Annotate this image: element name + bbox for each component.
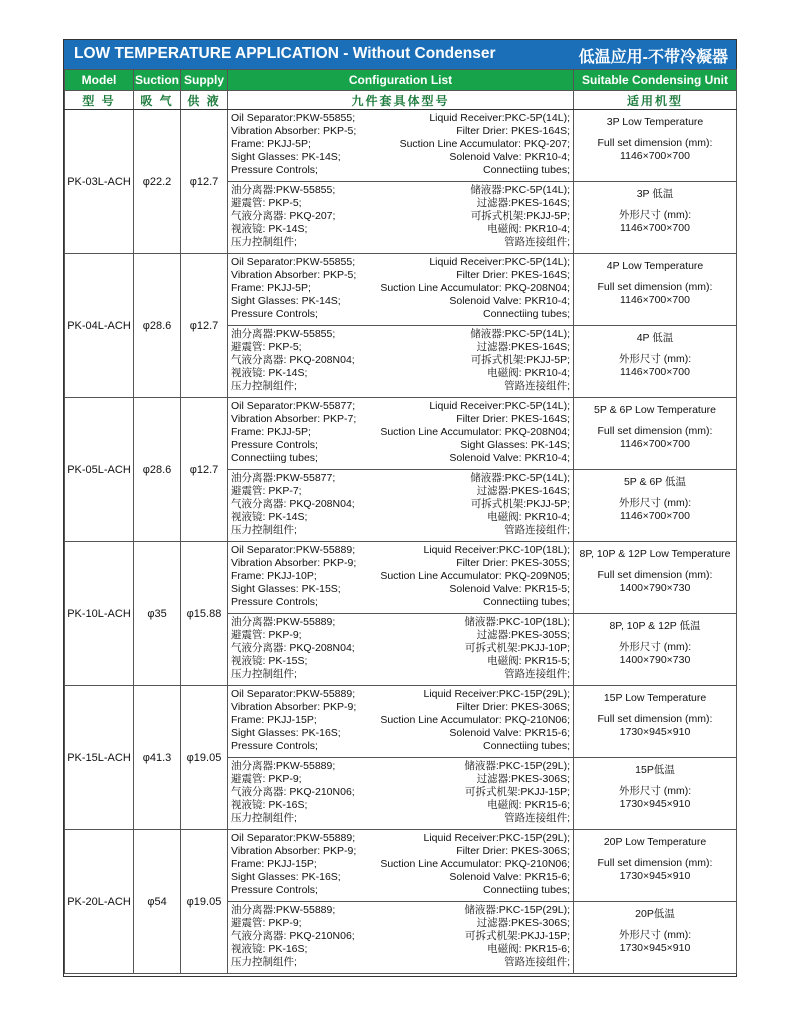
config-cell (228, 686, 574, 758)
config-item: Vibration Absorber: PKP-9; (231, 845, 357, 857)
config-cell (228, 326, 574, 398)
config-item: 过滤器:PKES-164S; (476, 341, 570, 353)
config-item: Connectiing tubes; (231, 452, 318, 464)
suction-cell: φ54 (134, 830, 181, 974)
config-item: 电磁阀: PKR10-4; (487, 511, 570, 523)
config-item: 油分离器:PKW-55889; (231, 904, 336, 916)
config-wrap (228, 758, 573, 829)
config-item: 储液器:PKC-15P(29L); (464, 904, 570, 916)
config-item: 过滤器:PKES-306S; (476, 917, 570, 929)
config-right (464, 614, 573, 685)
config-right (464, 758, 573, 829)
supply-cell: φ12.7 (181, 254, 228, 398)
config-item: 压力控制组件; (231, 812, 297, 824)
unit-title: 15P低温 (635, 764, 675, 776)
config-wrap (228, 542, 573, 613)
config-item: Suction Line Accumulator: PKQ-209N05; (380, 570, 570, 582)
config-item: 压力控制组件; (231, 380, 297, 392)
config-left (228, 830, 356, 901)
config-item: Pressure Controls; (231, 740, 318, 752)
dimension-value: 1146×700×700 (620, 366, 690, 378)
config-right (380, 254, 573, 325)
config-right (380, 830, 573, 901)
dimension-label: 外形尺寸 (mm): (618, 785, 692, 797)
config-item: 可拆式机架:PKJJ-15P; (464, 930, 570, 942)
config-item: 避震管: PKP-5; (231, 341, 302, 353)
config-right (470, 470, 573, 541)
dimension-value: 1146×700×700 (620, 222, 690, 234)
config-item: 可拆式机架:PKJJ-15P; (464, 786, 570, 798)
config-left (228, 398, 356, 469)
config-item: 电磁阀: PKR15-6; (487, 943, 570, 955)
config-item: 油分离器:PKW-55855; (231, 184, 336, 196)
config-wrap (228, 254, 573, 325)
config-item: 视液镜: PK-14S; (231, 511, 308, 523)
config-item: Pressure Controls; (231, 439, 318, 451)
model-cell: PK-20L-ACH (65, 830, 134, 974)
config-item: 管路连接组件; (504, 236, 570, 248)
dimension-value: 1146×700×700 (620, 510, 690, 522)
config-item: Pressure Controls; (231, 308, 318, 320)
model-cell: PK-03L-ACH (65, 110, 134, 254)
unit-cell (574, 686, 737, 758)
unit-cell (574, 542, 737, 614)
config-left (228, 470, 355, 541)
header-config-cn: 九件套具体型号 (228, 91, 574, 110)
config-item: Sight Glasses: PK-14S; (231, 151, 341, 163)
unit-cell (574, 614, 737, 686)
config-item: Liquid Receiver:PKC-15P(29L); (423, 688, 570, 700)
config-item: Filter Drier: PKES-164S; (456, 413, 570, 425)
config-item: Sight Glasses: PK-15S; (231, 583, 341, 595)
header-model: Model (65, 70, 134, 91)
model-cell: PK-10L-ACH (65, 542, 134, 686)
config-wrap (228, 326, 573, 397)
table-row (65, 686, 737, 758)
config-item: 避震管: PKP-9; (231, 629, 302, 641)
config-item: Oil Separator:PKW-55855; (231, 112, 356, 124)
config-item: 气液分离器: PKQ-210N06; (231, 930, 355, 942)
config-item: Frame: PKJJ-15P; (231, 714, 317, 726)
unit-title: 20P Low Temperature (603, 836, 707, 848)
config-item: 压力控制组件; (231, 956, 297, 968)
config-wrap (228, 902, 573, 973)
supply-cell: φ12.7 (181, 110, 228, 254)
header-suction-cn: 吸 气 (134, 91, 181, 110)
config-left (228, 686, 356, 757)
config-item: 压力控制组件; (231, 524, 297, 536)
config-wrap (228, 110, 573, 181)
dimension-label: Full set dimension (mm): (597, 137, 713, 149)
config-item: Sight Glasses: PK-14S; (460, 439, 570, 451)
title-bar (64, 40, 736, 69)
dimension-label: Full set dimension (mm): (597, 425, 713, 437)
suction-cell: φ41.3 (134, 686, 181, 830)
config-wrap (228, 470, 573, 541)
config-item: Filter Drier: PKES-305S; (456, 557, 570, 569)
table-row (65, 830, 737, 902)
unit-title: 4P 低温 (636, 332, 674, 344)
config-item: 气液分离器: PKQ-207; (231, 210, 336, 222)
config-cell (228, 542, 574, 614)
config-item: 管路连接组件; (504, 812, 570, 824)
table-row (65, 254, 737, 326)
unit-title: 8P, 10P & 12P Low Temperature (579, 548, 731, 560)
config-wrap (228, 398, 573, 469)
header-config: Configuration List (228, 70, 574, 91)
config-right (400, 110, 573, 181)
suction-cell: φ28.6 (134, 254, 181, 398)
config-item: Connectiing tubes; (483, 740, 570, 752)
header-supply: Supply (181, 70, 228, 91)
config-item: 油分离器:PKW-55877; (231, 472, 336, 484)
title-chinese: 低温应用-不带冷凝器 (578, 49, 728, 66)
config-item: Solenoid Valve: PKR10-4; (449, 295, 570, 307)
unit-cell (574, 110, 737, 182)
config-right (380, 686, 573, 757)
config-item: 管路连接组件; (504, 668, 570, 680)
dimension-value: 1730×945×910 (619, 942, 691, 954)
header-unit-cn: 适用机型 (574, 91, 737, 110)
config-item: 储液器:PKC-15P(29L); (464, 760, 570, 772)
config-wrap (228, 182, 573, 253)
config-left (228, 542, 356, 613)
config-cell (228, 614, 574, 686)
config-cell (228, 110, 574, 182)
config-item: 视液镜: PK-14S; (231, 367, 308, 379)
dimension-label: Full set dimension (mm): (597, 857, 713, 869)
unit-cell (574, 830, 737, 902)
dimension-value: 1146×700×700 (620, 150, 690, 162)
dimension-label: Full set dimension (mm): (597, 713, 713, 725)
config-item: Connectiing tubes; (483, 596, 570, 608)
table-row (65, 542, 737, 614)
config-item: Frame: PKJJ-15P; (231, 858, 317, 870)
dimension-label: 外形尺寸 (mm): (618, 353, 692, 365)
config-wrap (228, 830, 573, 901)
config-item: 可拆式机架:PKJJ-5P; (470, 498, 570, 510)
config-right (464, 902, 573, 973)
config-item: 储液器:PKC-5P(14L); (470, 184, 570, 196)
config-item: Sight Glasses: PK-14S; (231, 295, 341, 307)
config-item: 储液器:PKC-10P(18L); (464, 616, 570, 628)
supply-cell: φ19.05 (181, 686, 228, 830)
config-item: 储液器:PKC-5P(14L); (470, 328, 570, 340)
dimension-label: 外形尺寸 (mm): (618, 641, 692, 653)
config-item: 可拆式机架:PKJJ-5P; (470, 210, 570, 222)
unit-cell (574, 758, 737, 830)
config-item: 电磁阀: PKR15-6; (487, 799, 570, 811)
config-item: Suction Line Accumulator: PKQ-208N04; (380, 426, 570, 438)
unit-title: 3P Low Temperature (606, 116, 704, 128)
config-wrap (228, 686, 573, 757)
config-item: Solenoid Valve: PKR15-5; (449, 583, 570, 595)
config-cell (228, 470, 574, 542)
config-item: Pressure Controls; (231, 164, 318, 176)
config-item: 电磁阀: PKR15-5; (487, 655, 570, 667)
unit-title: 5P & 6P Low Temperature (594, 404, 716, 416)
config-item: Vibration Absorber: PKP-9; (231, 557, 357, 569)
config-left (228, 758, 355, 829)
header-unit: Suitable Condensing Unit (574, 70, 737, 91)
config-left (228, 902, 355, 973)
config-right (380, 398, 573, 469)
config-item: Liquid Receiver:PKC-15P(29L); (423, 832, 570, 844)
unit-cell (574, 902, 737, 974)
config-item: Oil Separator:PKW-55855; (231, 256, 356, 268)
config-item: 电磁阀: PKR10-4; (487, 367, 570, 379)
unit-title: 20P低温 (635, 908, 675, 920)
config-item: Suction Line Accumulator: PKQ-208N04; (380, 282, 570, 294)
config-item: Solenoid Valve: PKR15-6; (449, 727, 570, 739)
supply-cell: φ15.88 (181, 542, 228, 686)
table-row (65, 110, 737, 182)
config-item: Liquid Receiver:PKC-10P(18L); (423, 544, 570, 556)
config-item: 压力控制组件; (231, 668, 297, 680)
config-right (380, 542, 573, 613)
config-item: 避震管: PKP-9; (231, 773, 302, 785)
dimension-label: Full set dimension (mm): (597, 569, 713, 581)
config-right (470, 326, 573, 397)
config-cell (228, 902, 574, 974)
config-item: 气液分离器: PKQ-210N06; (231, 786, 355, 798)
config-item: Pressure Controls; (231, 596, 318, 608)
config-item: 避震管: PKP-9; (231, 917, 302, 929)
config-item: Liquid Receiver:PKC-5P(14L); (429, 400, 570, 412)
unit-title: 8P, 10P & 12P 低温 (609, 620, 701, 632)
unit-cell (574, 326, 737, 398)
unit-title: 5P & 6P 低温 (623, 476, 687, 488)
config-cell (228, 254, 574, 326)
config-item: 气液分离器: PKQ-208N04; (231, 642, 355, 654)
config-item: Vibration Absorber: PKP-5; (231, 269, 357, 281)
unit-cell (574, 254, 737, 326)
config-left (228, 614, 355, 685)
config-item: Oil Separator:PKW-55889; (231, 832, 356, 844)
header-supply-cn: 供 液 (181, 91, 228, 110)
config-item: 储液器:PKC-5P(14L); (470, 472, 570, 484)
config-item: 油分离器:PKW-55889; (231, 616, 336, 628)
dimension-label: 外形尺寸 (mm): (618, 497, 692, 509)
config-item: Oil Separator:PKW-55877; (231, 400, 356, 412)
suction-cell: φ22.2 (134, 110, 181, 254)
config-item: 可拆式机架:PKJJ-5P; (470, 354, 570, 366)
config-item: 过滤器:PKES-164S; (476, 485, 570, 497)
header-suction: Suction (134, 70, 181, 91)
dimension-value: 1400×790×730 (619, 582, 691, 594)
unit-cell (574, 398, 737, 470)
model-cell: PK-04L-ACH (65, 254, 134, 398)
config-item: Connectiing tubes; (483, 164, 570, 176)
config-item: Vibration Absorber: PKP-7; (231, 413, 357, 425)
config-item: Suction Line Accumulator: PKQ-210N06; (380, 714, 570, 726)
header-row-cn (65, 91, 737, 110)
config-item: 过滤器:PKES-306S; (476, 773, 570, 785)
config-item: Vibration Absorber: PKP-5; (231, 125, 357, 137)
config-item: Solenoid Valve: PKR15-6; (449, 871, 570, 883)
config-left (228, 110, 356, 181)
dimension-value: 1146×700×700 (620, 294, 690, 306)
config-item: 视液镜: PK-14S; (231, 223, 308, 235)
config-item: Filter Drier: PKES-164S; (456, 125, 570, 137)
config-item: Oil Separator:PKW-55889; (231, 688, 356, 700)
suction-cell: φ28.6 (134, 398, 181, 542)
dimension-value: 1730×945×910 (619, 870, 691, 882)
config-left (228, 182, 335, 253)
header-model-cn: 型 号 (65, 91, 134, 110)
config-item: Filter Drier: PKES-306S; (456, 701, 570, 713)
config-item: Sight Glasses: PK-16S; (231, 727, 341, 739)
config-wrap (228, 614, 573, 685)
spec-table (64, 69, 737, 974)
unit-title: 15P Low Temperature (603, 692, 707, 704)
config-item: 气液分离器: PKQ-208N04; (231, 498, 355, 510)
config-cell (228, 830, 574, 902)
dimension-value: 1400×790×730 (619, 654, 691, 666)
config-item: 气液分离器: PKQ-208N04; (231, 354, 355, 366)
config-item: Suction Line Accumulator: PKQ-207; (399, 138, 570, 150)
unit-title: 3P 低温 (636, 188, 674, 200)
header-row (65, 70, 737, 91)
config-item: 过滤器:PKES-305S; (476, 629, 570, 641)
unit-title: 4P Low Temperature (606, 260, 704, 272)
config-item: 视液镜: PK-16S; (231, 943, 308, 955)
supply-cell: φ12.7 (181, 398, 228, 542)
dimension-label: 外形尺寸 (mm): (618, 929, 692, 941)
config-item: 压力控制组件; (231, 236, 297, 248)
config-item: Solenoid Valve: PKR10-4; (449, 151, 570, 163)
config-item: 油分离器:PKW-55889; (231, 760, 336, 772)
config-item: 过滤器:PKES-164S; (476, 197, 570, 209)
unit-cell (574, 470, 737, 542)
config-item: 避震管: PKP-7; (231, 485, 302, 497)
config-item: Solenoid Valve: PKR10-4; (449, 452, 570, 464)
config-left (228, 326, 355, 397)
dimension-label: 外形尺寸 (mm): (618, 209, 692, 221)
supply-cell: φ19.05 (181, 830, 228, 974)
spec-sheet (63, 39, 737, 977)
model-cell: PK-15L-ACH (65, 686, 134, 830)
config-item: Suction Line Accumulator: PKQ-210N06; (380, 858, 570, 870)
config-item: 视液镜: PK-16S; (231, 799, 308, 811)
config-item: 避震管: PKP-5; (231, 197, 302, 209)
config-item: 可拆式机架:PKJJ-10P; (464, 642, 570, 654)
model-cell: PK-05L-ACH (65, 398, 134, 542)
dimension-value: 1730×945×910 (619, 798, 691, 810)
config-item: Liquid Receiver:PKC-5P(14L); (429, 112, 570, 124)
config-item: Sight Glasses: PK-16S; (231, 871, 341, 883)
config-right (470, 182, 573, 253)
config-item: Vibration Absorber: PKP-9; (231, 701, 357, 713)
table-row (65, 398, 737, 470)
config-item: Oil Separator:PKW-55889; (231, 544, 356, 556)
dimension-label: Full set dimension (mm): (597, 281, 713, 293)
config-item: Frame: PKJJ-5P; (231, 426, 311, 438)
title-english: LOW TEMPERATURE APPLICATION - Without Condenser (74, 45, 496, 62)
config-item: 油分离器:PKW-55855; (231, 328, 336, 340)
config-item: Filter Drier: PKES-164S; (456, 269, 570, 281)
config-item: 管路连接组件; (504, 524, 570, 536)
config-item: Frame: PKJJ-10P; (231, 570, 317, 582)
config-item: 管路连接组件; (504, 380, 570, 392)
suction-cell: φ35 (134, 542, 181, 686)
dimension-value: 1146×700×700 (620, 438, 690, 450)
config-item: Frame: PKJJ-5P; (231, 138, 311, 150)
config-left (228, 254, 356, 325)
config-cell (228, 398, 574, 470)
config-item: 电磁阀: PKR10-4; (487, 223, 570, 235)
dimension-value: 1730×945×910 (619, 726, 691, 738)
config-item: Liquid Receiver:PKC-5P(14L); (429, 256, 570, 268)
config-item: Filter Drier: PKES-306S; (456, 845, 570, 857)
unit-cell (574, 182, 737, 254)
config-item: 视液镜: PK-15S; (231, 655, 308, 667)
config-item: Pressure Controls; (231, 884, 318, 896)
config-item: Connectiing tubes; (483, 884, 570, 896)
config-item: Frame: PKJJ-5P; (231, 282, 311, 294)
config-cell (228, 758, 574, 830)
config-cell (228, 182, 574, 254)
config-item: Connectiing tubes; (483, 308, 570, 320)
config-item: 管路连接组件; (504, 956, 570, 968)
